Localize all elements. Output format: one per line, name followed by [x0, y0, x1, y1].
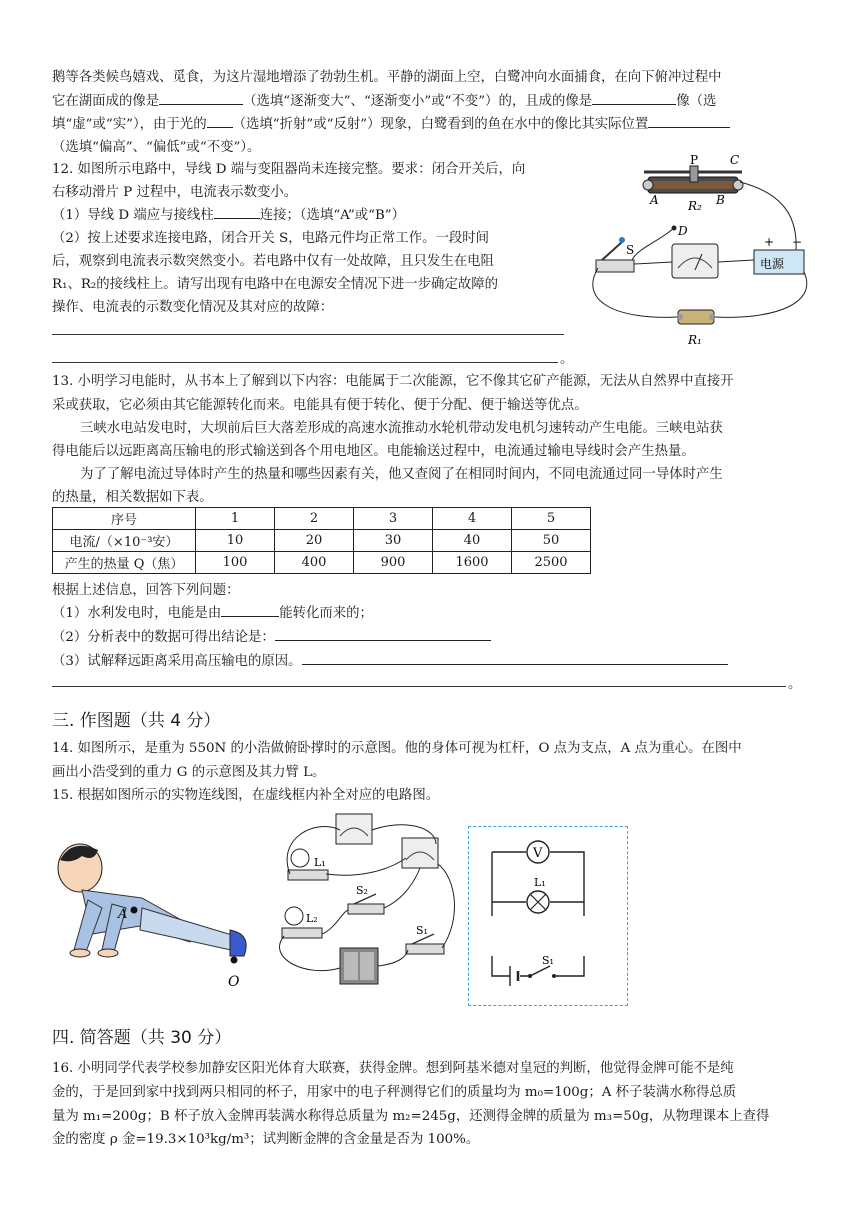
foot [230, 930, 246, 956]
meter-2 [402, 838, 438, 868]
wire [378, 950, 408, 966]
lamp-l1 [291, 849, 309, 867]
wire [322, 910, 348, 934]
table-cell: 20 [275, 530, 354, 552]
q12-circuit-figure [578, 152, 828, 352]
q13-sub1 [52, 602, 373, 626]
text: 能转化而来的； [279, 606, 373, 621]
table-cell: 40 [433, 530, 512, 552]
wire-end-d [672, 226, 677, 231]
wire [326, 858, 406, 875]
label-r1: R₁ [688, 333, 702, 347]
table-cell: 2 [275, 508, 354, 530]
table-cell: 1 [196, 508, 275, 530]
switch-s1 [406, 944, 444, 954]
label-d: D [678, 224, 688, 238]
legs [140, 908, 242, 952]
table-cell: 900 [354, 552, 433, 574]
label-l1: L₁ [534, 876, 546, 889]
label-source: 电源 [760, 257, 785, 271]
lamp-l2 [285, 907, 303, 925]
answer-line[interactable] [52, 334, 564, 335]
section-title: 四. 简答题（共 30 分） [52, 1028, 232, 1048]
text: （2）分析表中的数据可得出结论是： [52, 630, 275, 645]
q13-sub2 [52, 626, 491, 650]
label-plus: + [764, 235, 775, 249]
schematic-diagram [468, 826, 628, 1006]
q12-line: 右移动滑片 P 过程中，电流表示数变小。 [52, 185, 298, 200]
q13-line: 根据上述信息，回答下列问题： [52, 583, 240, 598]
label-a: A [650, 193, 659, 207]
table-cell: 30 [354, 530, 433, 552]
answer-line[interactable] [52, 362, 558, 363]
wire [492, 956, 584, 976]
switch-s2 [348, 904, 384, 914]
table-cell: 4 [433, 508, 512, 530]
text: （选填“逐渐变大”、“逐渐变小”或“不变”）的，且成的像是 [243, 94, 593, 109]
rheostat-r2 [643, 166, 743, 193]
pivot-o [231, 957, 238, 964]
answer-line[interactable] [52, 686, 786, 687]
label-r2: R₂ [688, 199, 702, 213]
q12-line: 操作、电流表的示数变化情况及其对应的故障： [52, 300, 334, 315]
q16-line: 金的，于是回到家中找到两只相同的杯子，用家中的电子秤测得它们的质量均为 m₀=100g；A 杯子装满水称得总质 [52, 1085, 737, 1100]
center-of-gravity-a [131, 907, 138, 914]
answer-blank[interactable] [221, 616, 279, 617]
label-l2: L₂ [306, 912, 318, 925]
label-p: P [690, 153, 699, 167]
q16-line: 金的密度 ρ 金=19.3×10³kg/m³；试判断金牌的含金量是否为 100%。 [52, 1132, 480, 1147]
period: 。 [560, 352, 574, 367]
paragraph-line [52, 90, 716, 114]
ammeter [672, 244, 718, 278]
text: （1）水利发电时，电能是由 [52, 606, 222, 621]
table-cell: 5 [512, 508, 591, 530]
table-cell: 2500 [512, 552, 591, 574]
wire [280, 936, 340, 971]
q13-line: 13. 小明学习电能时，从书本上了解到以下内容：电能属于二次能源，它不像其它矿产能源，无法从自然界中直接开 [52, 374, 734, 389]
table-cell: 1600 [433, 552, 512, 574]
answer-blank[interactable] [214, 218, 260, 219]
label-s1: S₁ [542, 954, 554, 967]
table-cell: 50 [512, 530, 591, 552]
answer-blank[interactable] [648, 127, 730, 128]
answer-blank[interactable] [592, 104, 676, 105]
label-b: B [716, 193, 725, 207]
wire [634, 262, 672, 264]
text: （选填“折射”或“反射”）现象，白鹭看到的鱼在水中的像比其实际位置 [232, 117, 649, 132]
q14-line: 14. 如图所示，是重为 550N 的小浩做俯卧撑时的示意图。他的身体可视为杠杆，O 点为支点，A 点为重心。在图中 [52, 741, 742, 756]
q16-line: 量为 m₁=200g；B 杯子放入金牌再装满水称得总质量为 m₂=245g，还测得金牌的质量为 m₃=50g，从物理课本上查得 [52, 1109, 770, 1124]
q15-line: 15. 根据如图所示的实物连线图，在虚线框内补全对应的电路图。 [52, 788, 440, 803]
text: 连接；（选填“A”或“B”） [259, 208, 406, 223]
q15-real-circuit [266, 808, 462, 996]
resistor-r1 [677, 310, 715, 324]
label-v: V [533, 846, 543, 861]
table-cell: 3 [354, 508, 433, 530]
label-s1: S₁ [416, 924, 428, 937]
answer-blank[interactable] [302, 664, 728, 665]
wire [718, 260, 754, 262]
paragraph-line [52, 113, 730, 137]
answer-blank[interactable] [159, 104, 243, 105]
q13-line: 采或获取，它必须由其它能源转化而来。电能具有便于转化、便于分配、便于输送等优点。 [52, 398, 588, 413]
hand [98, 949, 118, 957]
table-row [53, 552, 591, 574]
q12-line: 后，观察到电流表示数突然变小。若电路中仅有一处故障，且只发生在电阻 [52, 254, 494, 269]
q12-line: （2）按上述要求连接电路，闭合开关 S，电路元件均正常工作。一段时间 [52, 231, 490, 246]
text: 像（选 [676, 94, 717, 109]
label-s: S [626, 243, 635, 257]
text: （3）试解释远距离采用高压输电的原因。 [52, 654, 302, 669]
table-cell: 产生的热量 Q（焦） [53, 552, 196, 574]
answer-blank[interactable] [207, 127, 233, 128]
text: （1）导线 D 端应与接线柱 [52, 208, 214, 223]
wire [438, 864, 454, 948]
power-source [754, 250, 804, 274]
q12-line: 12. 如图所示电路中，导线 D 端与变阻器尚未连接完整。要求：闭合开关后，向 [52, 162, 526, 177]
label-l1: L₁ [314, 856, 326, 869]
data-table [52, 507, 591, 574]
pushup-figure [52, 838, 252, 993]
paragraph-line: （选填“偏高”、“偏低”或“不变”）。 [52, 140, 261, 155]
table-cell: 序号 [53, 508, 196, 530]
table-cell: 10 [196, 530, 275, 552]
answer-blank[interactable] [275, 640, 491, 641]
q13-sub3 [52, 650, 728, 674]
label-minus: − [792, 235, 803, 249]
label-c: C [730, 153, 740, 167]
hand [70, 949, 90, 957]
wire [384, 868, 420, 908]
q13-line: 三峡水电站发电时，大坝前后巨大落差形成的高速水流推动水轮机带动发电机匀速转动产生电能。三峡电站获 [80, 421, 723, 436]
q13-line: 为了了解电流过导体时产生的热量和哪些因素有关，他又查阅了在相同时间内，不同电流通过同一导体时产生 [80, 467, 723, 482]
q12-line [52, 204, 405, 228]
section-title: 三. 作图题（共 4 分） [52, 711, 221, 731]
table-row [53, 530, 591, 552]
wire [714, 272, 807, 317]
table-cell: 电流/（×10⁻³安） [53, 530, 196, 552]
label-o: O [228, 974, 240, 990]
wire [632, 228, 674, 260]
table-cell: 100 [196, 552, 275, 574]
text: 它在湖面成的像是 [52, 94, 160, 109]
text: 填“虚”或“实”），由于光的 [52, 117, 207, 132]
q16-line: 16. 小明同学代表学校参加静安区阳光体育大联赛，获得金牌。想到阿基米德对皇冠的判断，他觉得金牌可能不是纯 [52, 1061, 734, 1076]
q12-line: R₁、R₂的接线柱上。请写出现有电路中在电源安全情况下进一步确定故障的 [52, 277, 499, 292]
q13-line: 的热量，相关数据如下表。 [52, 490, 213, 505]
label-a: A [118, 907, 128, 922]
paragraph-line: 鹅等各类候鸟嬉戏、觅食，为这片湿地增添了勃勃生机。平静的湖面上空，白鹭冲向水面捕食，在向下俯冲过程中 [52, 70, 722, 85]
period: 。 [788, 677, 802, 692]
label-s2: S₂ [356, 884, 368, 897]
wire [593, 268, 678, 317]
meter-1 [336, 814, 372, 844]
q14-line: 画出小浩受到的重力 G 的示意图及其力臂 L。 [52, 765, 326, 780]
table-row [53, 508, 591, 530]
table-cell: 400 [275, 552, 354, 574]
q13-line: 得电能后以远距离高压输电的形式输送到各个用电地区。电能输送过程中，电流通过输电导线时会产生热量。 [52, 444, 695, 459]
